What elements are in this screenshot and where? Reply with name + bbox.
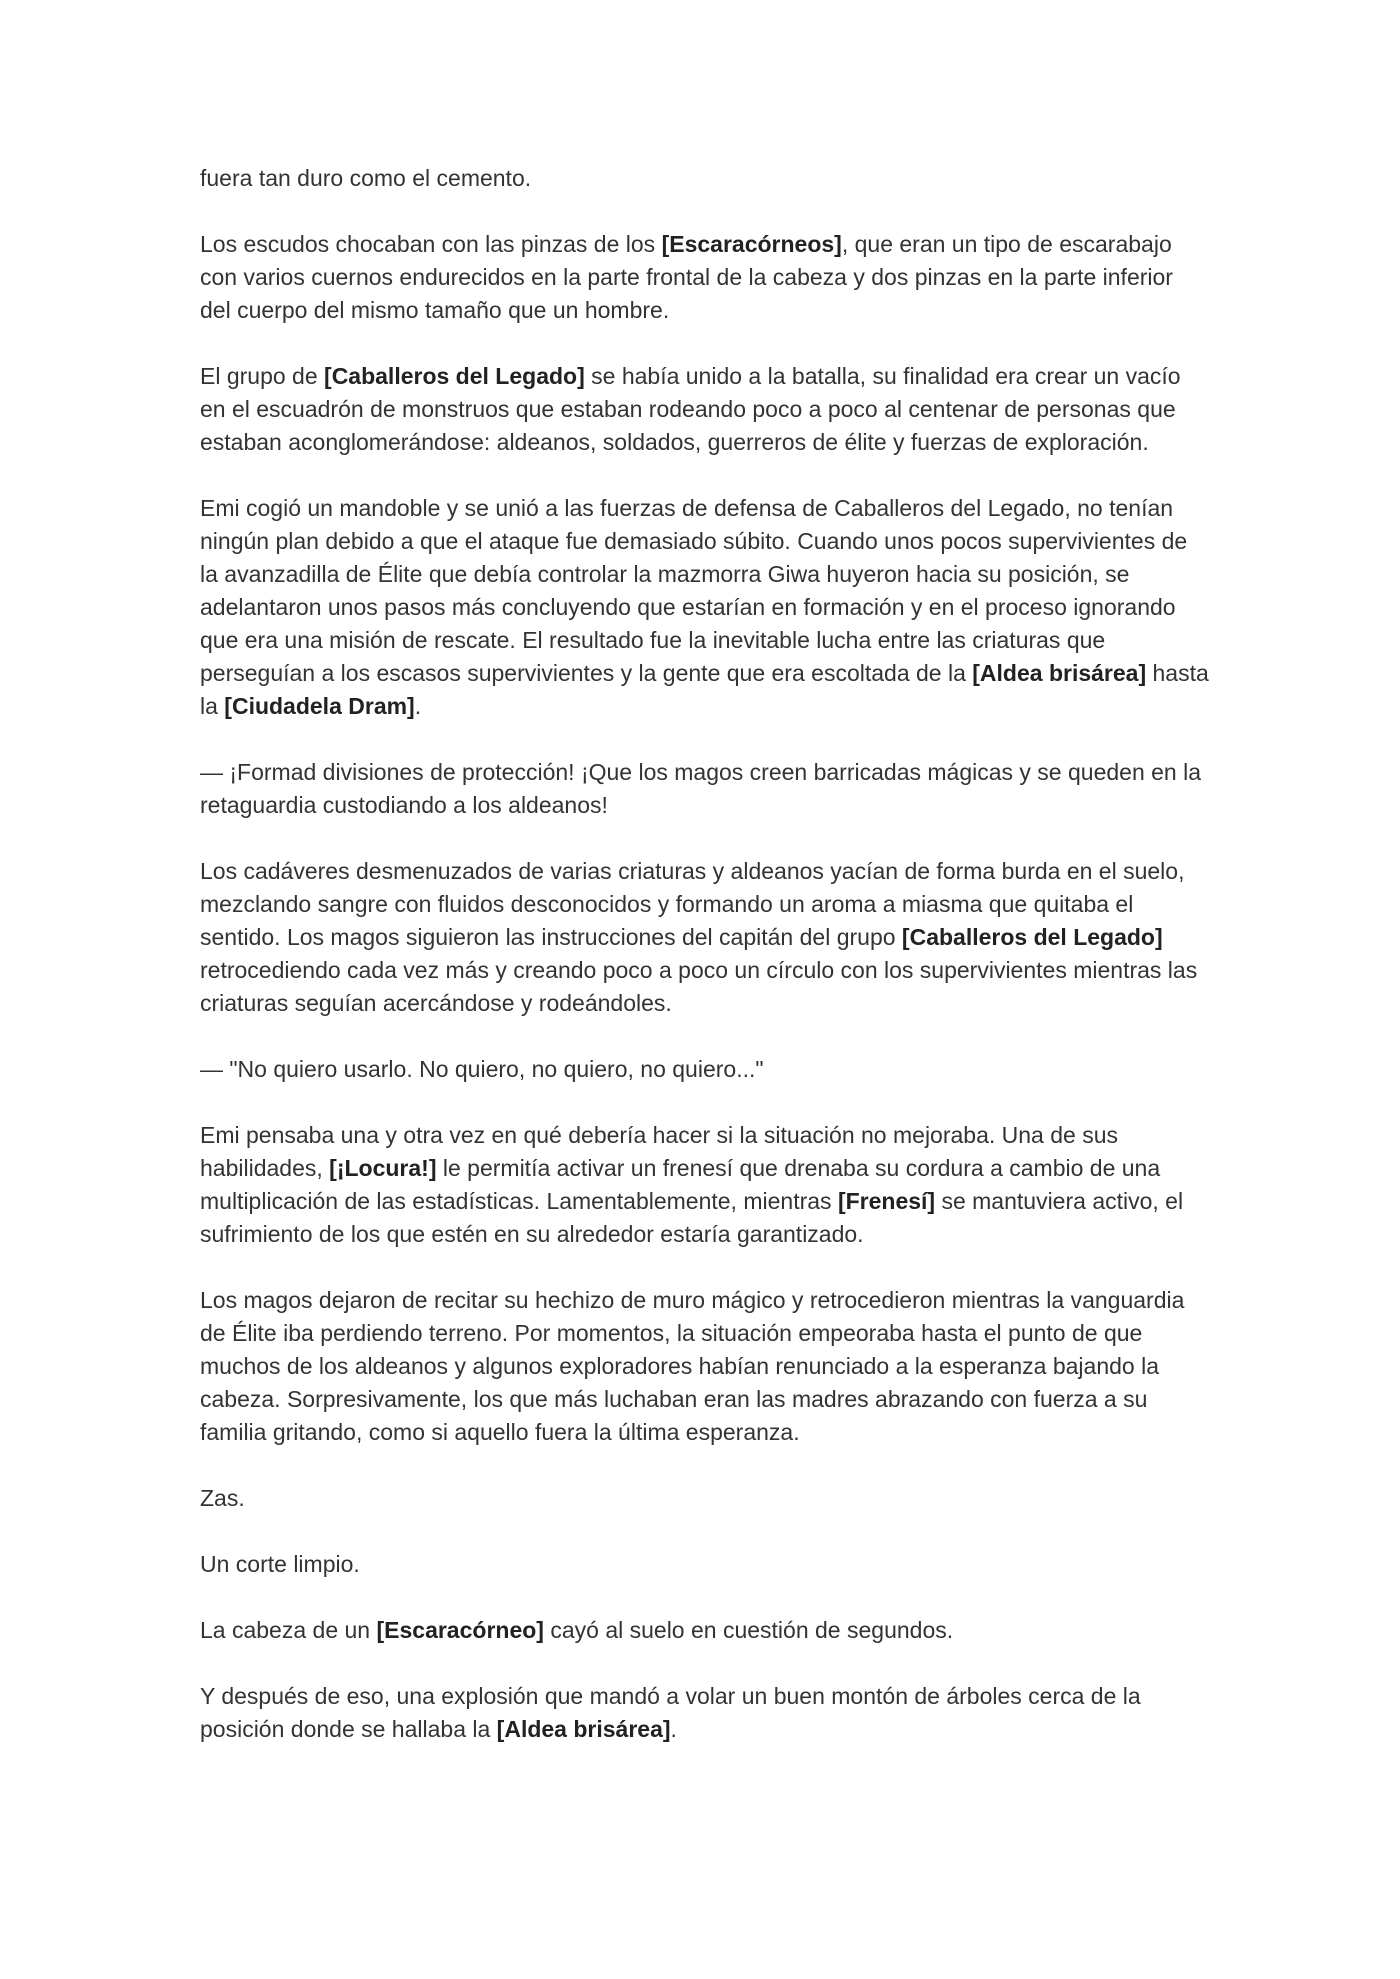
bold-term: [Escaracórneos] — [661, 231, 842, 257]
text-run: Emi cogió un mandoble y se unió a las fuerzas de defensa de Caballeros del Legado, no tenían ningún plan debido a que el ataque fue demasiado súbito. Cuando unos pocos supervivientes de la avanzadilla de Élite que debía controlar la mazmorra Giwa huyeron hacia su posición, se adelantaron unos pasos más concluyendo que estarían en formación y en el proceso ignorando que era una misión de rescate. El resultado fue la inevitable lucha entre las criaturas que perseguían a los escasos supervivientes y la gente que era escoltada de la — [200, 495, 1188, 686]
paragraph — [200, 1680, 1210, 1746]
paragraph — [200, 1548, 1210, 1581]
paragraph — [200, 1482, 1210, 1515]
text-run: se había unido a la batalla, su finalidad era crear un vacío en el escuadrón de monstruos que estaban rodeando poco a poco al centenar de personas que estaban aconglomerándose: aldeanos, soldados, guerreros de élite y fuerzas de exploración. — [200, 363, 1181, 455]
bold-term: [Aldea brisárea] — [972, 660, 1147, 686]
paragraph — [200, 1284, 1210, 1449]
text-run: — "No quiero usarlo. No quiero, no quiero, no quiero..." — [200, 1056, 764, 1082]
bold-term: [Ciudadela Dram] — [224, 693, 415, 719]
paragraph — [200, 492, 1210, 723]
text-run: Los magos dejaron de recitar su hechizo de muro mágico y retrocedieron mientras la vanguardia de Élite iba perdiendo terreno. Por momentos, la situación empeoraba hasta el punto de que muchos de los aldeanos y algunos exploradores habían renunciado a la esperanza bajando la cabeza. Sorpresivamente, los que más luchaban eran las madres abrazando con fuerza a su familia gritando, como si aquello fuera la última esperanza. — [200, 1287, 1185, 1445]
text-run: Los escudos chocaban con las pinzas de los — [200, 231, 662, 257]
paragraph — [200, 360, 1210, 459]
paragraph — [200, 1053, 1210, 1086]
text-run: , que eran un tipo de escarabajo con varios cuernos endurecidos en la parte frontal de la cabeza y dos pinzas en la parte inferior del cuerpo del mismo tamaño que un hombre. — [200, 231, 1173, 323]
text-run: se mantuviera activo, el sufrimiento de los que estén en su alrededor estaría garantizado. — [200, 1188, 1184, 1247]
bold-term: [Caballeros del Legado] — [324, 363, 585, 389]
paragraph — [200, 228, 1210, 327]
text-run: fuera tan duro como el cemento. — [200, 165, 532, 191]
bold-term: [Caballeros del Legado] — [901, 924, 1163, 950]
text-run: retrocediendo cada vez más y creando poco a poco un círculo con los supervivientes mientras las criaturas seguían acercándose y rodeándoles. — [200, 957, 1198, 1016]
text-run: cayó al suelo en cuestión de segundos. — [543, 1617, 954, 1643]
paragraph — [200, 162, 1210, 195]
bold-term: [Frenesí] — [837, 1188, 936, 1214]
document-body — [200, 162, 1210, 1779]
text-run: Un corte limpio. — [200, 1551, 360, 1577]
text-run: La cabeza de un — [200, 1617, 377, 1643]
text-run: . — [670, 1716, 677, 1742]
text-run: le permitía activar un frenesí que drenaba su cordura a cambio de una multiplicación de las estadísticas. Lamentablemente, mientras — [200, 1155, 1161, 1214]
text-run: Los cadáveres desmenuzados de varias criaturas y aldeanos yacían de forma burda en el suelo, mezclando sangre con fluidos desconocidos y formando un aroma a miasma que quitaba el sentido. Los magos siguieron las instrucciones del capitán del grupo — [200, 858, 1185, 950]
paragraph — [200, 1119, 1210, 1251]
text-run: Emi pensaba una y otra vez en qué debería hacer si la situación no mejoraba. Una de sus habilidades, — [200, 1122, 1119, 1181]
text-run: . — [414, 693, 422, 719]
bold-term: [¡Locura!] — [329, 1155, 437, 1181]
text-run: — ¡Formad divisiones de protección! ¡Que los magos creen barricadas mágicas y se queden en la retaguardia custodiando a los aldeanos! — [200, 759, 1201, 818]
text-run: Y después de eso, una explosión que mandó a volar un buen montón de árboles cerca de la posición donde se hallaba la — [200, 1683, 1141, 1742]
text-run: El grupo de — [200, 363, 325, 389]
bold-term: [Aldea brisárea] — [496, 1716, 671, 1742]
text-run: Zas. — [200, 1485, 245, 1511]
paragraph — [200, 1614, 1210, 1647]
paragraph — [200, 855, 1210, 1020]
text-run: hasta la — [200, 660, 1209, 719]
bold-term: [Escaracórneo] — [376, 1617, 544, 1643]
paragraph — [200, 756, 1210, 822]
